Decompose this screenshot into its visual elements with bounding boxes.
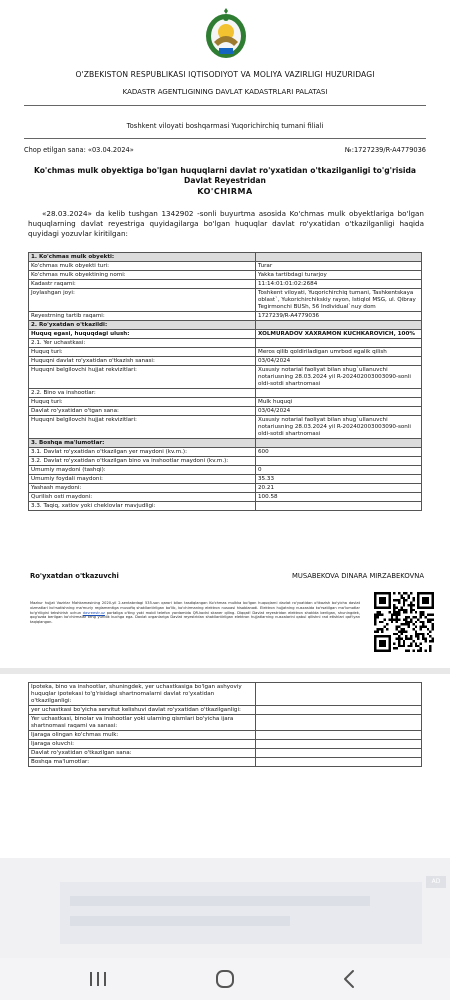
registry-row: [29, 330, 422, 339]
field-label: Yashash maydoni:: [29, 484, 256, 493]
field-label: 2.1. Yer uchastkasi:: [29, 339, 256, 348]
field-label: Ijaraga oluvchi:: [29, 740, 256, 749]
field-value: [256, 439, 422, 448]
field-label: Boshqa ma'lumotlar:: [29, 758, 256, 767]
state-emblem-icon: [204, 8, 248, 60]
field-value: 03/04/2024: [256, 357, 422, 366]
field-label: Umumiy maydoni (tashqi):: [29, 466, 256, 475]
field-value: [256, 339, 422, 348]
ministry-heading: O'ZBEKISTON RESPUBLIKASI IQTISODIYOT VA MOLIYA VAZIRLIGI HUZURIDAGI: [75, 70, 375, 79]
registry-row: [29, 271, 422, 280]
field-label: 3. Boshqa ma'lumotlar:: [29, 439, 256, 448]
ad-badge: AD: [426, 876, 446, 888]
home-button[interactable]: [195, 958, 255, 1000]
registry-row: [29, 312, 422, 321]
registry-row: [29, 416, 422, 439]
field-label: Huquqni davlat ro'yxatidan o'tkazish sanasi:: [29, 357, 256, 366]
android-nav-bar: [0, 958, 450, 1000]
field-label: Kadastr raqami:: [29, 280, 256, 289]
field-label: Ko'chmas mulk obyekti turi:: [29, 262, 256, 271]
registry-row: [29, 389, 422, 398]
field-value: 0: [256, 466, 422, 475]
branch-divider: [24, 138, 426, 139]
registry-row: [29, 493, 422, 502]
field-value: 100.58: [256, 493, 422, 502]
field-label: Huquq turi:: [29, 398, 256, 407]
registry-row: [29, 253, 422, 262]
field-value: [256, 683, 422, 706]
field-value: Xususiy notarial faoliyat bilan shug`ullanuvchi notariusning 28.03.2024 yil R-202402003003090-sonli oldi-sotdi shartnomasi: [256, 366, 422, 389]
field-value: 35.33: [256, 475, 422, 484]
field-label: 2.2. Bino va inshootlar:: [29, 389, 256, 398]
document-number: №:1727239/R-A4779036: [344, 146, 426, 154]
ad-area: [0, 858, 450, 958]
document-title: Ko'chmas mulk obyektiga bo'lgan huquqlarni davlat ro'yxatidan o'tkazilganligi to'g'risida Davlat Reyestridan: [33, 166, 417, 185]
field-label: Huquq turi:: [29, 348, 256, 357]
registry-row: [29, 407, 422, 416]
field-label: Huquq egasi, huquqdagi ulush:: [29, 330, 256, 339]
field-value: Toshkent viloyati, Yuqorichirchiq tumani, Tashkentskaya oblast`, Yukorichirchikskiy rayon, Istiqlol MSG, ul. Qibray Tegirmonchi BUSh, 56 Individual`nuy dom: [256, 289, 422, 312]
field-value: Mulk huquqi: [256, 398, 422, 407]
field-value: 1727239/R-A4779036: [256, 312, 422, 321]
registry-row: [29, 366, 422, 389]
field-label: Umumiy foydali maydoni:: [29, 475, 256, 484]
field-label: Huquqni belgilovchi hujjat rekvizitlari:: [29, 366, 256, 389]
registry-row: [29, 321, 422, 330]
field-value: [256, 457, 422, 466]
agency-heading: KADASTR AGENTLIGINING DAVLAT KADASTRLARI PALATASI: [122, 88, 328, 96]
header-divider: [24, 105, 426, 106]
recents-icon: [87, 970, 109, 988]
document-page-2: [0, 674, 450, 854]
encumbrance-table: [28, 682, 422, 767]
document-subtitle: KO'CHIRMA: [197, 187, 253, 196]
registry-table: [28, 252, 422, 511]
field-value: XOLMURADOV XAXRAMON KUCHKAROVICH, 100%: [256, 330, 422, 339]
encumbrance-row: [29, 706, 422, 715]
field-value: [256, 740, 422, 749]
print-date: Chop etilgan sana: «03.04.2024»: [24, 146, 134, 154]
field-value: 600: [256, 448, 422, 457]
field-value: Yakka tartibdagi turarjoy: [256, 271, 422, 280]
registry-row: [29, 280, 422, 289]
field-value: [256, 715, 422, 731]
encumbrance-row: [29, 740, 422, 749]
registry-row: [29, 262, 422, 271]
back-icon: [339, 968, 361, 990]
field-label: 1. Ko'chmas mulk obyekti:: [29, 253, 256, 262]
field-label: Ipoteka, bino va inshootlar, shuningdek, yer uchastkasiga bo'lgan ashyoviy huquqlar ipotekasi to'g'risidagi shartnomalarni davlat ro'yxatidan o'tkazilganligi:: [29, 683, 256, 706]
field-value: 03/04/2024: [256, 407, 422, 416]
registry-row: [29, 475, 422, 484]
encumbrance-row: [29, 683, 422, 706]
registry-row: [29, 289, 422, 312]
back-button[interactable]: [320, 958, 380, 1000]
registry-row: [29, 357, 422, 366]
field-value: [256, 758, 422, 767]
field-label: yer uchastkasi bo'yicha servitut kelishuvi davlat ro'yxatidan o'tkazilganligi:: [29, 706, 256, 715]
registrar-name: MUSABEKOVA DINARA MIRZABEKOVNA: [291, 572, 424, 580]
field-label: 3.2. Davlat ro'yxatidan o'tkazilgan bino va inshootlar maydoni (kv.m.):: [29, 457, 256, 466]
encumbrance-row: [29, 749, 422, 758]
encumbrance-row: [29, 715, 422, 731]
registry-row: [29, 502, 422, 511]
ad-placeholder-line: [70, 916, 290, 926]
encumbrance-row: [29, 731, 422, 740]
field-label: 2. Ro'yxatdan o'tkazildi:: [29, 321, 256, 330]
field-label: Yer uchastkasi, binolar va inshootlar yoki ularning qismlari bo'yicha ijara shartnomasi raqami va sanasi:: [29, 715, 256, 731]
legal-notice: [30, 601, 360, 625]
field-label: Qurilish osti maydoni:: [29, 493, 256, 502]
field-label: 3.3. Taqiq, xatlov yoki cheklovlar mavjudligi:: [29, 502, 256, 511]
field-label: Davlat ro'yxatidan o'tkazilgan sana:: [29, 749, 256, 758]
registry-row: [29, 484, 422, 493]
field-value: Xususiy notarial faoliyat bilan shug`ullanuvchi notariusning 28.03.2024 yil R-202402003003090-sonli oldi-sotdi shartnomasi: [256, 416, 422, 439]
registry-row: [29, 466, 422, 475]
registry-row: [29, 457, 422, 466]
recents-button[interactable]: [68, 958, 128, 1000]
field-value: [256, 706, 422, 715]
field-value: 20.21: [256, 484, 422, 493]
field-label: 3.1. Davlat ro'yxatidan o'tkazilgan yer maydoni (kv.m.):: [29, 448, 256, 457]
davreestr-link[interactable]: davreestr.uz: [82, 610, 105, 615]
field-value: [256, 731, 422, 740]
registry-row: [29, 439, 422, 448]
field-label: Ko'chmas mulk obyektining nomi:: [29, 271, 256, 280]
field-label: Joylashgan joyi:: [29, 289, 256, 312]
legal-notice-text-2: portaliga o'ting yoki mobil telefon yordamida QR-kodni skaner qiling. Diqqat! Davlat reyestridan elektron shaklda berilgan, shuningdek, qog'ozda berilgan ko'chirmalar teng yuridik kuchga ega. Davlat organlariga Davlat reyestridan shakllantirilgan elektron hujjatlarning nusxalarini qabul qilishni rad etishlari qat'iyan taqiqlangan.: [30, 610, 360, 625]
registry-row: [29, 348, 422, 357]
branch-heading: Toshkent viloyati boshqarmasi Yuqorichirchiq tumani filiali: [126, 122, 324, 130]
field-label: Huquqni belgilovchi hujjat rekvizitlari:: [29, 416, 256, 439]
field-value: Turar: [256, 262, 422, 271]
registry-row: [29, 448, 422, 457]
registry-row: [29, 398, 422, 407]
registry-row: [29, 339, 422, 348]
field-value: [256, 253, 422, 262]
field-value: [256, 502, 422, 511]
field-value: [256, 749, 422, 758]
field-value: [256, 321, 422, 330]
field-value: 11:14:01:01:02:2684: [256, 280, 422, 289]
ad-banner[interactable]: [60, 882, 422, 944]
intro-paragraph: «28.03.2024» da kelib tushgan 1342902 -sonli buyurtma asosida Ko'chmas mulk obyektlariga bo'lgan huquqlarning davlat reyestriga quyidagilarga bo'lgan huquqlar davlat ro'yxatidan o'tkazilganligi haqida quyidagi yozuvlar kiritilgan:: [28, 209, 424, 239]
home-icon: [214, 968, 236, 990]
field-label: Reyestrning tartib raqami:: [29, 312, 256, 321]
field-value: [256, 389, 422, 398]
field-label: Ijaraga olingan ko'chmas mulk:: [29, 731, 256, 740]
field-value: Meros qilib qoldiriladigan umrbod egalik qilish: [256, 348, 422, 357]
ad-placeholder-line: [70, 896, 370, 906]
legal-notice-text-1: Mazkur hujjat Vazirlar Mahkamasining 2020-yil 2-sentabrdagi 535-son qarori bilan tasdiqlangan Ko'chmas mulkka bo'lgan huquqlarni davlat ro'yxatidan o'tkazish bo'yicha davlat xizmatlari ko'rsatishning ma'muriy reglamentiga muvofiq shakllantirilgan bo'lib, ko'chirmaning elektron nusxasi hisoblanadi. Elektron hujjatning nusxasida ko'rsatilgan ma'lumotlar to'g'riligini tekshirish uchun: [30, 601, 360, 615]
qr-code-icon[interactable]: [374, 592, 434, 652]
field-label: Davlat ro'yxatidan o'tgan sana:: [29, 407, 256, 416]
encumbrance-row: [29, 758, 422, 767]
registrar-label: Ro'yxatdan o'tkazuvchi: [30, 572, 119, 580]
